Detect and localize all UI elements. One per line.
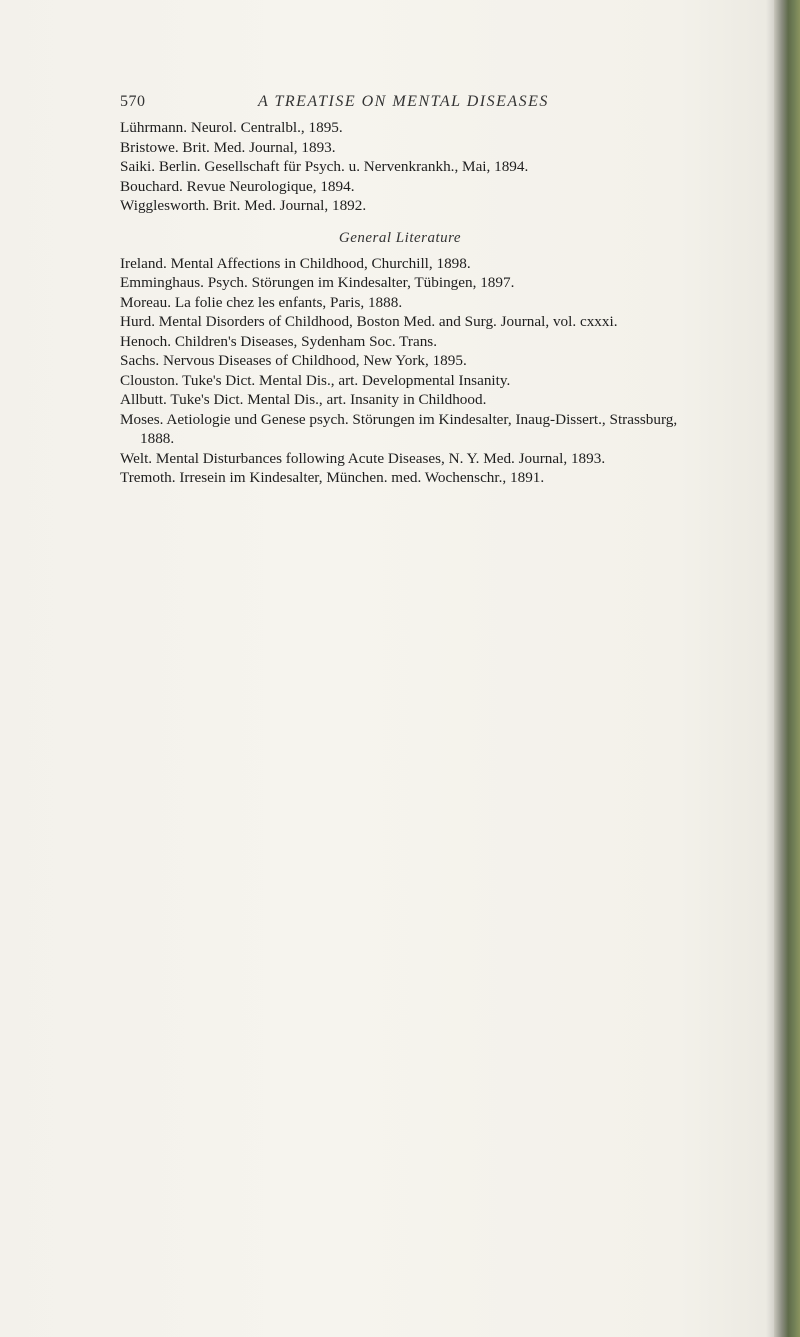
reference-entry: Lührmann. Neurol. Centralbl., 1895. — [120, 119, 343, 136]
reference-entry: Bristowe. Brit. Med. Journal, 1893. — [120, 138, 336, 156]
page-gutter-shadow — [766, 0, 774, 1337]
running-head: A TREATISE ON MENTAL DISEASES — [258, 93, 549, 110]
reference-entry: Moses. Aetiologie und Genese psych. Störungen im Kindesalter, Inaug-Dissert., Strassburg, 1888. — [120, 410, 678, 447]
reference-entry: Tremoth. Irresein im Kindesalter, München. med. Wochenschr., 1891. — [120, 469, 545, 486]
reference-entry: Emminghaus. Psych. Störungen im Kindesalter, Tübingen, 1897. — [120, 274, 515, 291]
reference-entry: Bouchard. Revue Neurologique, 1894. — [120, 177, 355, 195]
reference-entry: Ireland. Mental Affections in Childhood, Churchill, 1898. — [120, 254, 471, 272]
reference-entry: Hurd. Mental Disorders of Childhood, Boston Med. and Surg. Journal, vol. cxxxi. — [120, 313, 618, 330]
page-header — [120, 93, 680, 117]
reference-entry: Welt. Mental Disturbances following Acute Diseases, N. Y. Med. Journal, 1893. — [120, 449, 606, 467]
reference-entry: Allbutt. Tuke's Dict. Mental Dis., art. Insanity in Childhood. — [120, 391, 487, 408]
reference-entry: Saiki. Berlin. Gesellschaft für Psych. u. Nervenkrankh., Mai, 1894. — [120, 158, 529, 175]
reference-entry: Sachs. Nervous Diseases of Childhood, New York, 1895. — [120, 352, 467, 369]
page-number: 570 — [120, 93, 146, 110]
section-heading: General Literature — [338, 229, 462, 246]
reference-entry: Wigglesworth. Brit. Med. Journal, 1892. — [120, 197, 367, 214]
reference-entry: Henoch. Children's Diseases, Sydenham Soc. Trans. — [120, 332, 438, 350]
reference-entry: Clouston. Tuke's Dict. Mental Dis., art. Developmental Insanity. — [120, 371, 511, 389]
reference-entry: Moreau. La folie chez les enfants, Paris, 1888. — [120, 293, 403, 311]
book-edge — [774, 0, 800, 1337]
references-list — [120, 118, 680, 488]
